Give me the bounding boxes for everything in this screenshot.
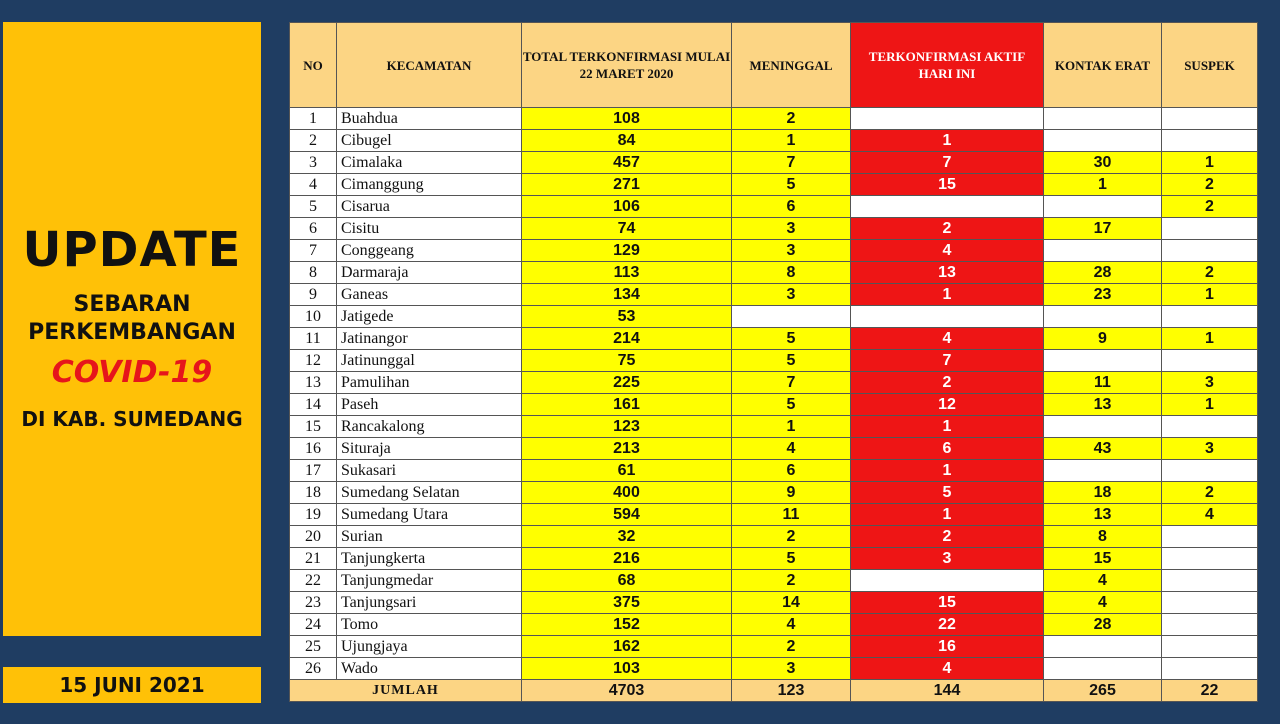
date-label: 15 JUNI 2021 [3,667,261,703]
table-row [290,658,1258,680]
cell-meninggal: 1 [732,130,851,152]
cell-aktif: 7 [851,350,1044,372]
cell-meninggal: 4 [732,438,851,460]
cell-aktif [851,196,1044,218]
cell-total: 68 [522,570,732,592]
cell-no: 17 [290,460,337,482]
cell-aktif: 2 [851,526,1044,548]
cell-total: 84 [522,130,732,152]
cell-aktif: 6 [851,438,1044,460]
cell-name: Pamulihan [337,372,522,394]
cell-name: Tanjungkerta [337,548,522,570]
cell-kontak: 13 [1044,504,1162,526]
cell-name: Sukasari [337,460,522,482]
total-row [290,680,1258,702]
cell-meninggal: 5 [732,174,851,196]
cell-no: 23 [290,592,337,614]
covid-table-container [289,22,1257,702]
cell-suspek: 2 [1162,482,1258,504]
table-row [290,592,1258,614]
cell-no: 21 [290,548,337,570]
table-row [290,526,1258,548]
table-row [290,504,1258,526]
table-row [290,218,1258,240]
cell-no: 4 [290,174,337,196]
cell-aktif: 15 [851,174,1044,196]
cell-kontak: 13 [1044,394,1162,416]
cell-kontak: 9 [1044,328,1162,350]
cell-meninggal: 5 [732,350,851,372]
cell-total: 106 [522,196,732,218]
cell-aktif: 2 [851,372,1044,394]
cell-total: 53 [522,306,732,328]
cell-meninggal: 4 [732,614,851,636]
cell-name: Sumedang Selatan [337,482,522,504]
cell-total: 108 [522,108,732,130]
cell-suspek: 3 [1162,438,1258,460]
cell-name: Darmaraja [337,262,522,284]
cell-meninggal: 5 [732,328,851,350]
cell-total: 61 [522,460,732,482]
table-row [290,570,1258,592]
cell-suspek: 4 [1162,504,1258,526]
cell-total: 32 [522,526,732,548]
cell-name: Tomo [337,614,522,636]
cell-total: 161 [522,394,732,416]
total-label: JUMLAH [290,680,522,702]
cell-no: 19 [290,504,337,526]
table-row [290,284,1258,306]
cell-no: 6 [290,218,337,240]
table-row [290,262,1258,284]
cell-meninggal: 7 [732,152,851,174]
cell-aktif: 12 [851,394,1044,416]
cell-suspek [1162,460,1258,482]
cell-name: Conggeang [337,240,522,262]
cell-kontak: 11 [1044,372,1162,394]
cell-no: 5 [290,196,337,218]
cell-name: Sumedang Utara [337,504,522,526]
cell-suspek [1162,592,1258,614]
cell-kontak: 28 [1044,614,1162,636]
cell-aktif: 3 [851,548,1044,570]
table-row [290,394,1258,416]
cell-suspek [1162,614,1258,636]
total-total: 4703 [522,680,732,702]
cell-total: 129 [522,240,732,262]
cell-no: 20 [290,526,337,548]
cell-aktif: 15 [851,592,1044,614]
table-row [290,306,1258,328]
header-suspek: SUSPEK [1162,23,1258,108]
cell-kontak [1044,460,1162,482]
table-row [290,174,1258,196]
cell-suspek: 1 [1162,394,1258,416]
cell-total: 113 [522,262,732,284]
cell-suspek [1162,130,1258,152]
cell-aktif: 13 [851,262,1044,284]
table-row [290,350,1258,372]
cell-kontak: 30 [1044,152,1162,174]
cell-meninggal: 7 [732,372,851,394]
cell-aktif: 4 [851,658,1044,680]
table-row [290,416,1258,438]
cell-aktif [851,306,1044,328]
cell-total: 152 [522,614,732,636]
cell-meninggal: 2 [732,570,851,592]
cell-total: 214 [522,328,732,350]
cell-aktif: 4 [851,328,1044,350]
header-no: NO [290,23,337,108]
total-meninggal: 123 [732,680,851,702]
cell-meninggal: 9 [732,482,851,504]
cell-aktif: 7 [851,152,1044,174]
cell-aktif: 1 [851,130,1044,152]
cell-suspek: 1 [1162,152,1258,174]
cell-meninggal: 3 [732,240,851,262]
cell-name: Cisarua [337,196,522,218]
header-kontak: KONTAK ERAT [1044,23,1162,108]
cell-kontak [1044,108,1162,130]
table-header-row [290,23,1258,108]
cell-name: Buahdua [337,108,522,130]
cell-total: 594 [522,504,732,526]
cell-name: Cibugel [337,130,522,152]
table-row [290,548,1258,570]
header-meninggal: MENINGGAL [732,23,851,108]
cell-name: Cimalaka [337,152,522,174]
cell-kontak: 1 [1044,174,1162,196]
total-suspek: 22 [1162,680,1258,702]
cell-meninggal: 5 [732,548,851,570]
cell-no: 12 [290,350,337,372]
cell-suspek [1162,526,1258,548]
header-total: TOTAL TERKONFIRMASI MULAI 22 MARET 2020 [522,23,732,108]
cell-total: 216 [522,548,732,570]
cell-aktif: 22 [851,614,1044,636]
cell-aktif [851,108,1044,130]
total-aktif: 144 [851,680,1044,702]
cell-suspek [1162,636,1258,658]
cell-meninggal: 3 [732,284,851,306]
cell-suspek [1162,548,1258,570]
cell-total: 103 [522,658,732,680]
table-row [290,196,1258,218]
cell-suspek: 2 [1162,196,1258,218]
cell-kontak: 4 [1044,570,1162,592]
cell-name: Cimanggung [337,174,522,196]
header-kecamatan: KECAMATAN [337,23,522,108]
cell-meninggal: 6 [732,196,851,218]
cell-suspek: 3 [1162,372,1258,394]
cell-total: 162 [522,636,732,658]
cell-aktif: 1 [851,504,1044,526]
cell-meninggal: 1 [732,416,851,438]
cell-no: 1 [290,108,337,130]
table-row [290,438,1258,460]
cell-meninggal: 11 [732,504,851,526]
table-body [290,108,1258,680]
cell-aktif [851,570,1044,592]
cell-suspek [1162,416,1258,438]
table-row [290,130,1258,152]
cell-suspek: 2 [1162,174,1258,196]
cell-kontak: 28 [1044,262,1162,284]
cell-suspek [1162,240,1258,262]
table-row [290,240,1258,262]
cell-meninggal: 5 [732,394,851,416]
cell-kontak [1044,636,1162,658]
cell-no: 26 [290,658,337,680]
cell-total: 375 [522,592,732,614]
cell-aktif: 4 [851,240,1044,262]
table-row [290,636,1258,658]
cell-no: 14 [290,394,337,416]
cell-no: 15 [290,416,337,438]
cell-no: 24 [290,614,337,636]
cell-name: Jatigede [337,306,522,328]
cell-suspek [1162,570,1258,592]
cell-name: Jatinangor [337,328,522,350]
covid-table [289,22,1258,702]
cell-total: 134 [522,284,732,306]
table-row [290,372,1258,394]
cell-name: Ujungjaya [337,636,522,658]
cell-name: Ganeas [337,284,522,306]
cell-name: Wado [337,658,522,680]
cell-suspek [1162,350,1258,372]
cell-no: 11 [290,328,337,350]
cell-no: 3 [290,152,337,174]
cell-kontak [1044,658,1162,680]
cell-suspek [1162,658,1258,680]
cell-kontak [1044,350,1162,372]
cell-total: 213 [522,438,732,460]
cell-suspek [1162,218,1258,240]
cell-kontak: 17 [1044,218,1162,240]
cell-kontak [1044,306,1162,328]
cell-total: 75 [522,350,732,372]
cell-aktif: 1 [851,284,1044,306]
cell-no: 2 [290,130,337,152]
cell-total: 400 [522,482,732,504]
cell-aktif: 1 [851,416,1044,438]
cell-kontak [1044,416,1162,438]
cell-total: 74 [522,218,732,240]
cell-kontak [1044,196,1162,218]
cell-meninggal: 14 [732,592,851,614]
cell-meninggal: 6 [732,460,851,482]
cell-no: 7 [290,240,337,262]
cell-meninggal: 8 [732,262,851,284]
cell-name: Rancakalong [337,416,522,438]
cell-total: 225 [522,372,732,394]
cell-no: 16 [290,438,337,460]
cell-kontak [1044,130,1162,152]
cell-total: 271 [522,174,732,196]
cell-kontak: 43 [1044,438,1162,460]
subtitle-region: DI KAB. SUMEDANG [21,407,243,431]
cell-meninggal [732,306,851,328]
cell-total: 123 [522,416,732,438]
cell-no: 10 [290,306,337,328]
table-row [290,460,1258,482]
cell-name: Paseh [337,394,522,416]
update-title: UPDATE [22,222,242,278]
cell-name: Jatinunggal [337,350,522,372]
cell-meninggal: 2 [732,526,851,548]
cell-meninggal: 3 [732,218,851,240]
cell-aktif: 16 [851,636,1044,658]
cell-kontak: 8 [1044,526,1162,548]
cell-suspek: 1 [1162,284,1258,306]
cell-no: 18 [290,482,337,504]
cell-no: 8 [290,262,337,284]
cell-meninggal: 3 [732,658,851,680]
cell-kontak: 4 [1044,592,1162,614]
cell-kontak: 18 [1044,482,1162,504]
cell-name: Tanjungmedar [337,570,522,592]
cell-kontak: 23 [1044,284,1162,306]
cell-suspek: 2 [1162,262,1258,284]
total-kontak: 265 [1044,680,1162,702]
header-aktif: TERKONFIRMASI AKTIF HARI INI [851,23,1044,108]
subtitle-sebaran: SEBARAN [73,292,191,317]
cell-meninggal: 2 [732,636,851,658]
table-row [290,614,1258,636]
cell-total: 457 [522,152,732,174]
cell-aktif: 1 [851,460,1044,482]
cell-no: 9 [290,284,337,306]
cell-name: Cisitu [337,218,522,240]
cell-no: 13 [290,372,337,394]
cell-name: Tanjungsari [337,592,522,614]
table-row [290,108,1258,130]
cell-name: Surian [337,526,522,548]
table-row [290,152,1258,174]
cell-no: 25 [290,636,337,658]
cell-suspek [1162,306,1258,328]
subtitle-covid: COVID-19 [51,355,213,390]
cell-kontak: 15 [1044,548,1162,570]
cell-suspek [1162,108,1258,130]
table-row [290,328,1258,350]
cell-aktif: 5 [851,482,1044,504]
cell-name: Situraja [337,438,522,460]
cell-meninggal: 2 [732,108,851,130]
subtitle-perkembangan: PERKEMBANGAN [28,320,236,345]
cell-kontak [1044,240,1162,262]
cell-suspek: 1 [1162,328,1258,350]
cell-aktif: 2 [851,218,1044,240]
table-row [290,482,1258,504]
cell-no: 22 [290,570,337,592]
title-panel [3,22,261,636]
